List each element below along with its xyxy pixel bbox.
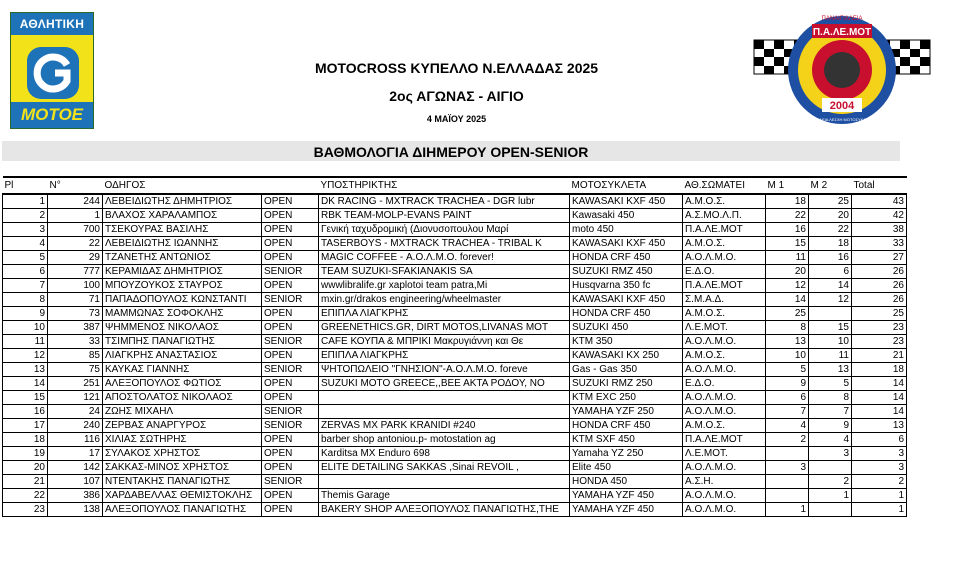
cell-m2: 7 [809, 405, 852, 419]
cell-total: 33 [852, 237, 907, 251]
cell-m1: 4 [766, 419, 809, 433]
cell-pl: 10 [3, 321, 48, 335]
cell-number: 85 [48, 349, 103, 363]
cell-sponsor: RBK TEAM-MOLP-EVANS PAINT [319, 209, 570, 223]
cell-pl: 16 [3, 405, 48, 419]
cell-pl: 2 [3, 209, 48, 223]
cell-number: 251 [48, 377, 103, 391]
cell-rider: ΛΙΑΓΚΡΗΣ ΑΝΑΣΤΑΣΙΟΣ [103, 349, 262, 363]
cell-m2: 10 [809, 335, 852, 349]
cell-class: SENIOR [262, 475, 319, 489]
cell-club: Α.Σ.Η. [683, 475, 766, 489]
cell-club: Α.Μ.Ο.Σ. [683, 419, 766, 433]
cell-m2: 16 [809, 251, 852, 265]
cell-rider: ΨΗΜΜΕΝΟΣ ΝΙΚΟΛΑΟΣ [103, 321, 262, 335]
cell-class: OPEN [262, 209, 319, 223]
cell-sponsor: ZERVAS MX PARK KRANIDI #240 [319, 419, 570, 433]
cell-m1: 22 [766, 209, 809, 223]
table-row [3, 209, 907, 223]
cell-m1: 8 [766, 321, 809, 335]
cell-m2: 15 [809, 321, 852, 335]
cell-number: 387 [48, 321, 103, 335]
cell-pl: 20 [3, 461, 48, 475]
cell-club: Ε.Δ.Ο. [683, 265, 766, 279]
cell-club: Ε.Δ.Ο. [683, 377, 766, 391]
table-header-row [3, 177, 907, 194]
cell-sponsor: BAKERY SHOP ΑΛΕΞΟΠΟΥΛΟΣ ΠΑΝΑΓΙΩΤΗΣ,THE [319, 503, 570, 517]
col-header-pl: Pl [3, 177, 48, 194]
cell-m1: 12 [766, 279, 809, 293]
cell-class: OPEN [262, 489, 319, 503]
cell-m2: 13 [809, 363, 852, 377]
cell-m2: 22 [809, 223, 852, 237]
cell-m2: 3 [809, 447, 852, 461]
cell-class: OPEN [262, 237, 319, 251]
cell-rider: ΖΩΗΣ ΜΙΧΑΗΛ [103, 405, 262, 419]
table-row [3, 419, 907, 433]
cell-motorcycle: Kawasaki 450 [570, 209, 683, 223]
cell-class: SENIOR [262, 265, 319, 279]
cell-rider: ΜΑΜΜΩΝΑΣ ΣΟΦΟΚΛΗΣ [103, 307, 262, 321]
cell-class: SENIOR [262, 293, 319, 307]
cell-pl: 1 [3, 194, 48, 209]
cell-motorcycle: KAWASAKI KXF 450 [570, 237, 683, 251]
cell-m1: 5 [766, 363, 809, 377]
cell-club: Α.Ο.Λ.Μ.Ο. [683, 391, 766, 405]
cell-number: 29 [48, 251, 103, 265]
cell-sponsor: ΕΠΙΠΛΑ ΛΙΑΓΚΡΗΣ [319, 307, 570, 321]
cell-sponsor: CAFE ΚΟΥΠΑ & ΜΠΡΙΚΙ Μακρυγιάννη και Θε [319, 335, 570, 349]
cell-rider: ΑΛΕΞΟΠΟΥΛΟΣ ΦΩΤΙΟΣ [103, 377, 262, 391]
cell-sponsor: ELITE DETAILING SAKKAS ,Sinai REVOIL , [319, 461, 570, 475]
cell-total: 14 [852, 405, 907, 419]
table-row [3, 307, 907, 321]
cell-m2 [809, 503, 852, 517]
cell-rider: ΤΣΕΚΟΥΡΑΣ ΒΑΣΙΛΗΣ [103, 223, 262, 237]
cell-total: 23 [852, 321, 907, 335]
cell-m2: 14 [809, 279, 852, 293]
cell-sponsor: Γενική ταχυδρομική (Διονυσοπουλου Μαρί [319, 223, 570, 237]
cell-number: 1 [48, 209, 103, 223]
cell-number: 71 [48, 293, 103, 307]
cell-motorcycle: Elite 450 [570, 461, 683, 475]
cell-pl: 23 [3, 503, 48, 517]
cell-class: SENIOR [262, 405, 319, 419]
cell-total: 42 [852, 209, 907, 223]
event-date: 4 ΜΑΪΟΥ 2025 [426, 114, 487, 124]
table-row [3, 321, 907, 335]
cell-club: Α.Μ.Ο.Σ. [683, 237, 766, 251]
cell-motorcycle: KTM EXC 250 [570, 391, 683, 405]
cell-total: 21 [852, 349, 907, 363]
cell-rider: ΖΕΡΒΑΣ ΑΝΑΡΓΥΡΟΣ [103, 419, 262, 433]
cell-pl: 21 [3, 475, 48, 489]
cell-club: Α.Ο.Λ.Μ.Ο. [683, 461, 766, 475]
cell-motorcycle: HONDA CRF 450 [570, 307, 683, 321]
table-row [3, 279, 907, 293]
cell-sponsor [319, 475, 570, 489]
cell-number: 142 [48, 461, 103, 475]
table-row [3, 377, 907, 391]
cell-m2: 9 [809, 419, 852, 433]
cell-m1: 25 [766, 307, 809, 321]
cell-rider: ΣΑΚΚΑΣ-ΜΙΝΟΣ ΧΡΗΣΤΟΣ [103, 461, 262, 475]
cell-rider: ΛΕΒΕΙΔΙΩΤΗΣ ΔΗΜΗΤΡΙΟΣ [103, 194, 262, 209]
cell-rider: ΤΖΑΝΕΤΗΣ ΑΝΤΩΝΙΟΣ [103, 251, 262, 265]
cell-total: 18 [852, 363, 907, 377]
cell-number: 73 [48, 307, 103, 321]
cell-total: 1 [852, 503, 907, 517]
cell-class: SENIOR [262, 335, 319, 349]
cell-class: OPEN [262, 321, 319, 335]
cell-m1: 18 [766, 194, 809, 209]
cell-number: 22 [48, 237, 103, 251]
cell-rider: ΧΑΡΔΑΒΕΛΛΑΣ ΘΕΜΙΣΤΟΚΛΗΣ [103, 489, 262, 503]
cell-club: Α.Μ.Ο.Σ. [683, 349, 766, 363]
cell-sponsor: wwwlibralife.gr xaplotoi team patra,Mi [319, 279, 570, 293]
svg-text:ΠΑΝΑΙΓΙΑΛΕΙΑ: ΠΑΝΑΙΓΙΑΛΕΙΑ [821, 16, 863, 22]
cell-m1: 13 [766, 335, 809, 349]
col-header-club: ΑΘ.ΣΩΜΑΤΕΙ [683, 177, 766, 194]
cell-sponsor: Karditsa MX Enduro 698 [319, 447, 570, 461]
cell-number: 240 [48, 419, 103, 433]
cell-rider: ΠΑΠΑΔΟΠΟΥΛΟΣ ΚΩΝΣΤΑΝΤΙ [103, 293, 262, 307]
cell-sponsor: ΨΗΤΟΠΩΛΕΙΟ "ΓΝΗΣΙΟΝ"-Α.Ο.Λ.Μ.Ο. foreve [319, 363, 570, 377]
cell-rider: ΜΠΟΥΖΟΥΚΟΣ ΣΤΑΥΡΟΣ [103, 279, 262, 293]
cell-club: Α.Σ.ΜΟ.Λ.Π. [683, 209, 766, 223]
cell-number: 386 [48, 489, 103, 503]
cell-sponsor: mxin.gr/drakos engineering/wheelmaster [319, 293, 570, 307]
cell-class: SENIOR [262, 419, 319, 433]
cell-m1: 2 [766, 433, 809, 447]
cell-club: Λ.Ε.ΜΟΤ. [683, 321, 766, 335]
cell-total: 14 [852, 377, 907, 391]
cell-rider: ΚΕΡΑΜΙΔΑΣ ΔΗΜΗΤΡΙΟΣ [103, 265, 262, 279]
page-title: MOTOCROSS ΚΥΠΕΛΛΟ Ν.ΕΛΛΑΔΑΣ 2025 [314, 60, 599, 76]
cell-m2: 11 [809, 349, 852, 363]
cell-number: 138 [48, 503, 103, 517]
table-row [3, 194, 907, 209]
cell-pl: 18 [3, 433, 48, 447]
cell-rider: ΤΣΙΜΠΗΣ ΠΑΝΑΓΙΩΤΗΣ [103, 335, 262, 349]
cell-motorcycle: YAMAHA YZF 250 [570, 405, 683, 419]
cell-class: OPEN [262, 194, 319, 209]
cell-rider: ΝΤΕΝΤΑΚΗΣ ΠΑΝΑΓΙΩΤΗΣ [103, 475, 262, 489]
cell-club: Α.Ο.Λ.Μ.Ο. [683, 251, 766, 265]
cell-sponsor: Themis Garage [319, 489, 570, 503]
cell-number: 17 [48, 447, 103, 461]
cell-rider: ΛΕΒΕΙΔΙΩΤΗΣ ΙΩΑΝΝΗΣ [103, 237, 262, 251]
table-row [3, 349, 907, 363]
cell-pl: 13 [3, 363, 48, 377]
cell-total: 26 [852, 265, 907, 279]
cell-club: Π.Α.ΛΕ.ΜΟΤ [683, 433, 766, 447]
table-row [3, 475, 907, 489]
cell-rider: ΚΑΥΚΑΣ ΓΙΑΝΝΗΣ [103, 363, 262, 377]
cell-number: 121 [48, 391, 103, 405]
cell-total: 1 [852, 489, 907, 503]
cell-motorcycle: SUZUKI RMZ 250 [570, 377, 683, 391]
cell-motorcycle: HONDA CRF 450 [570, 419, 683, 433]
col-header-motorcycle: ΜΟΤΟΣΥΚΛΕΤΑ [570, 177, 683, 194]
cell-number: 244 [48, 194, 103, 209]
cell-class: OPEN [262, 251, 319, 265]
svg-text:Π.Α.ΛΕ.ΜΟΤ: Π.Α.ΛΕ.ΜΟΤ [812, 27, 872, 38]
table-row [3, 503, 907, 517]
table-row [3, 223, 907, 237]
cell-pl: 12 [3, 349, 48, 363]
cell-class: OPEN [262, 307, 319, 321]
cell-sponsor: GREENETHICS.GR, DIRT MOTOS,LIVANAS MOT [319, 321, 570, 335]
cell-club: Α.Ο.Λ.Μ.Ο. [683, 335, 766, 349]
cell-total: 23 [852, 335, 907, 349]
cell-class: OPEN [262, 391, 319, 405]
cell-number: 777 [48, 265, 103, 279]
cell-total: 6 [852, 433, 907, 447]
cell-pl: 8 [3, 293, 48, 307]
table-row [3, 461, 907, 475]
cell-sponsor [319, 391, 570, 405]
cell-total: 25 [852, 307, 907, 321]
standings-table [2, 176, 907, 517]
standings-subtitle: ΒΑΘΜΟΛΟΓΙΑ ΔΙΗΜΕΡΟΥ OPEN-SENIOR [2, 141, 900, 161]
cell-m1 [766, 475, 809, 489]
cell-club: Α.Ο.Λ.Μ.Ο. [683, 363, 766, 377]
cell-motorcycle: KAWASAKI KX 250 [570, 349, 683, 363]
cell-class: SENIOR [262, 363, 319, 377]
col-header-sponsor: ΥΠΟΣΤΗΡΙΚΤΗΣ [319, 177, 570, 194]
cell-class: OPEN [262, 433, 319, 447]
cell-number: 24 [48, 405, 103, 419]
cell-pl: 9 [3, 307, 48, 321]
cell-class: OPEN [262, 447, 319, 461]
cell-pl: 22 [3, 489, 48, 503]
cell-m2 [809, 307, 852, 321]
cell-m2: 2 [809, 475, 852, 489]
cell-motorcycle: HONDA 450 [570, 475, 683, 489]
table-row [3, 489, 907, 503]
logo-left-bottom-text: ΜΟΤΟΕ [11, 102, 93, 128]
cell-club: Α.Μ.Ο.Σ. [683, 307, 766, 321]
table-row [3, 433, 907, 447]
svg-text:2004: 2004 [829, 100, 855, 112]
col-header-m2: M 2 [809, 177, 852, 194]
cell-pl: 11 [3, 335, 48, 349]
cell-m1 [766, 447, 809, 461]
cell-total: 14 [852, 391, 907, 405]
cell-sponsor: ΕΠΙΠΛΑ ΛΙΑΓΚΡΗΣ [319, 349, 570, 363]
cell-sponsor: DK RACING - MXTRACK TRACHEA - DGR lubr [319, 194, 570, 209]
cell-total: 27 [852, 251, 907, 265]
cell-pl: 5 [3, 251, 48, 265]
cell-number: 75 [48, 363, 103, 377]
cell-total: 3 [852, 461, 907, 475]
cell-m2: 5 [809, 377, 852, 391]
table-row [3, 391, 907, 405]
cell-class: OPEN [262, 349, 319, 363]
cell-sponsor: barber shop antoniou.p- motostation ag [319, 433, 570, 447]
cell-motorcycle: Husqvarna 350 fc [570, 279, 683, 293]
cell-total: 13 [852, 419, 907, 433]
cell-sponsor: TASERBOYS - MXTRACK TRACHEA - TRIBAL K [319, 237, 570, 251]
cell-m2 [809, 461, 852, 475]
cell-motorcycle: KTM 350 [570, 335, 683, 349]
table-row [3, 363, 907, 377]
cell-class: OPEN [262, 279, 319, 293]
cell-sponsor: MAGIC COFFEE - Α.Ο.Λ.Μ.Ο. forever! [319, 251, 570, 265]
cell-number: 33 [48, 335, 103, 349]
cell-number: 700 [48, 223, 103, 237]
cell-m1: 15 [766, 237, 809, 251]
logo-left-top-text: ΑΘΛΗΤΙΚΗ [11, 13, 93, 35]
cell-sponsor: TEAM SUZUKI-SFAKIANAKIS SA [319, 265, 570, 279]
cell-club: Α.Ο.Λ.Μ.Ο. [683, 503, 766, 517]
cell-total: 38 [852, 223, 907, 237]
cell-m1: 6 [766, 391, 809, 405]
cell-rider: ΒΛΑΧΟΣ ΧΑΡΑΛΑΜΠΟΣ [103, 209, 262, 223]
cell-club: Π.Α.ΛΕ.ΜΟΤ [683, 223, 766, 237]
cell-motorcycle: SUZUKI RMZ 450 [570, 265, 683, 279]
cell-number: 107 [48, 475, 103, 489]
col-header-class [262, 177, 319, 194]
cell-class: OPEN [262, 223, 319, 237]
cell-pl: 7 [3, 279, 48, 293]
cell-pl: 15 [3, 391, 48, 405]
table-row [3, 447, 907, 461]
cell-sponsor: SUZUKI MOTO GREECE,,ΒΕΕ ΑΚΤΑ ΡΟΔΟΥ, ΝΟ [319, 377, 570, 391]
cell-m2: 6 [809, 265, 852, 279]
cell-class: OPEN [262, 503, 319, 517]
cell-rider: ΧΙΛΙΑΣ ΣΩΤΗΡΗΣ [103, 433, 262, 447]
cell-motorcycle: YAMAHA YZF 450 [570, 503, 683, 517]
cell-class: OPEN [262, 461, 319, 475]
cell-club: Α.Ο.Λ.Μ.Ο. [683, 405, 766, 419]
cell-motorcycle: HONDA CRF 450 [570, 251, 683, 265]
cell-m1: 11 [766, 251, 809, 265]
cell-motorcycle: moto 450 [570, 223, 683, 237]
cell-total: 3 [852, 447, 907, 461]
table-row [3, 237, 907, 251]
table-row [3, 335, 907, 349]
cell-m2: 20 [809, 209, 852, 223]
table-row [3, 405, 907, 419]
cell-total: 43 [852, 194, 907, 209]
round-title: 2ος ΑΓΩΝΑΣ - ΑΙΓΙΟ [389, 88, 524, 104]
col-header-rider: ΟΔΗΓΟΣ [103, 177, 262, 194]
cell-m1: 7 [766, 405, 809, 419]
cell-number: 116 [48, 433, 103, 447]
cell-m2: 8 [809, 391, 852, 405]
cell-club: Λ.Ε.ΜΟΤ. [683, 447, 766, 461]
cell-motorcycle: Yamaha YZ 250 [570, 447, 683, 461]
cell-club: Α.Μ.Ο.Σ. [683, 194, 766, 209]
col-header-m1: M 1 [766, 177, 809, 194]
cell-pl: 14 [3, 377, 48, 391]
cell-m1: 10 [766, 349, 809, 363]
table-row [3, 293, 907, 307]
cell-total: 26 [852, 293, 907, 307]
cell-club: Α.Ο.Λ.Μ.Ο. [683, 489, 766, 503]
table-row [3, 251, 907, 265]
table-row [3, 265, 907, 279]
cell-m2: 1 [809, 489, 852, 503]
col-header-total: Total [852, 177, 907, 194]
svg-text:ΠΑΝΑΙΓΙΑΛΕΙΑ ΛΕΣΧΗ ΜΟΤΟΣΥΚΛΕΤΙ: ΠΑΝΑΙΓΙΑΛΕΙΑ ΛΕΣΧΗ ΜΟΤΟΣΥΚΛΕΤΙΣΤΩΝ [801, 117, 883, 122]
cell-rider: ΣΥΛΑΚΟΣ ΧΡΗΣΤΟΣ [103, 447, 262, 461]
cell-m2: 12 [809, 293, 852, 307]
cell-pl: 6 [3, 265, 48, 279]
cell-m1: 16 [766, 223, 809, 237]
cell-m1: 3 [766, 461, 809, 475]
cell-m1: 14 [766, 293, 809, 307]
cell-motorcycle: KAWASAKI KXF 450 [570, 194, 683, 209]
cell-number: 100 [48, 279, 103, 293]
cell-pl: 19 [3, 447, 48, 461]
cell-rider: ΑΠΟΣΤΟΛΑΤΟΣ ΝΙΚΟΛΑΟΣ [103, 391, 262, 405]
cell-total: 26 [852, 279, 907, 293]
cell-motorcycle: YAMAHA YZF 450 [570, 489, 683, 503]
cell-pl: 3 [3, 223, 48, 237]
cell-pl: 4 [3, 237, 48, 251]
cell-class: OPEN [262, 377, 319, 391]
col-header-number: N° [48, 177, 103, 194]
cell-club: Σ.Μ.Α.Δ. [683, 293, 766, 307]
cell-m1 [766, 489, 809, 503]
cell-pl: 17 [3, 419, 48, 433]
cell-sponsor [319, 405, 570, 419]
cell-motorcycle: SUZUKI 450 [570, 321, 683, 335]
cell-club: Π.Α.ΛΕ.ΜΟΤ [683, 279, 766, 293]
cell-motorcycle: Gas - Gas 350 [570, 363, 683, 377]
cell-rider: ΑΛΕΞΟΠΟΥΛΟΣ ΠΑΝΑΓΙΩΤΗΣ [103, 503, 262, 517]
cell-m1: 1 [766, 503, 809, 517]
cell-m2: 18 [809, 237, 852, 251]
cell-total: 2 [852, 475, 907, 489]
cell-m2: 25 [809, 194, 852, 209]
cell-motorcycle: KAWASAKI KXF 450 [570, 293, 683, 307]
cell-m2: 4 [809, 433, 852, 447]
cell-m1: 20 [766, 265, 809, 279]
cell-m1: 9 [766, 377, 809, 391]
cell-motorcycle: KTM SXF 450 [570, 433, 683, 447]
